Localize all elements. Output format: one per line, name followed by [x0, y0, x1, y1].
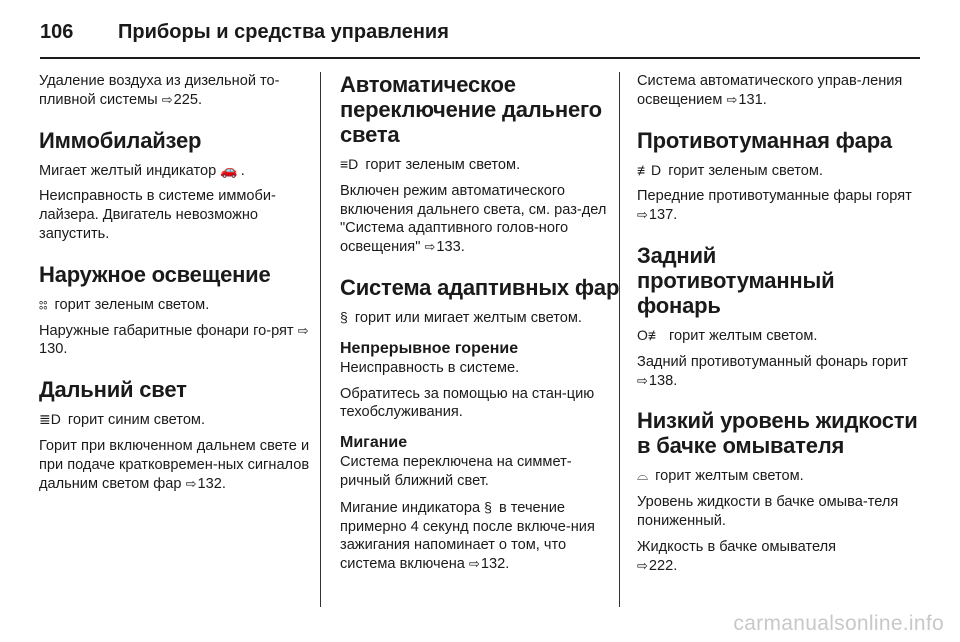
auto-high-beam-icon: ≡D — [340, 156, 359, 172]
page-ref-link[interactable]: 138. — [648, 372, 678, 389]
header-rule — [40, 57, 920, 59]
paragraph: Система автоматического управ-ления освещением ⇨131. — [637, 73, 903, 108]
paragraph: ≡D горит зеленым светом. — [340, 156, 521, 173]
paragraph: Передние противотуманные фары горят ⇨137. — [637, 188, 912, 224]
section-heading: Наружное освещение — [39, 261, 271, 287]
paragraph: ≣D горит синим светом. — [39, 411, 206, 429]
paragraph: Задний противотуманный фонарь горит ⇨138. — [637, 353, 908, 389]
paragraph: Неисправность в системе. — [340, 359, 520, 376]
paragraph: O≢ горит желтым светом. — [637, 326, 818, 344]
section-heading: Дальний свет — [39, 377, 187, 403]
section-heading: Система адаптивных фар — [340, 274, 620, 300]
paragraph: Включен режим автоматического включения дальнего света, см. раз-дел "Система адаптивного голов-ного освещения" ⇨133. — [340, 182, 607, 256]
paragraph: ⦂⦂ горит зеленым светом. — [39, 295, 210, 313]
page-ref-link[interactable]: 225. — [173, 91, 202, 108]
xref-arrow-icon: ⇨ — [637, 207, 648, 223]
afs-icon: § — [484, 498, 492, 515]
paragraph: ⌓ горит желтым светом. — [637, 467, 804, 485]
page-header — [40, 12, 920, 52]
section-heading: Задний противотуманный фонарь — [637, 242, 835, 318]
high-beam-icon: ≣D — [39, 411, 61, 428]
xref-arrow-icon: ⇨ — [726, 91, 738, 107]
xref-arrow-icon: ⇨ — [637, 557, 648, 573]
paragraph: Наружные габаритные фонари го-рят ⇨130. — [39, 322, 309, 358]
xref-arrow-icon: ⇨ — [424, 239, 436, 255]
section-heading: Противотуманная фара — [637, 127, 892, 153]
xref-arrow-icon: ⇨ — [297, 322, 309, 338]
afs-icon: § — [340, 308, 348, 325]
paragraph: Удаление воздуха из дизельной то-пливной системы ⇨225. — [39, 73, 280, 108]
paragraph: ≢D горит зеленым светом. — [637, 161, 823, 179]
rear-fog-icon: O≢ — [637, 326, 662, 343]
page-ref-link[interactable]: 132. — [197, 475, 226, 492]
section-heading: Низкий уровень жидкости в бачке омывателя — [637, 408, 918, 459]
xref-arrow-icon: ⇨ — [185, 475, 197, 491]
paragraph: Уровень жидкости в бачке омыва-теля пониженный. — [637, 494, 899, 529]
washer-fluid-icon: ⌓ — [637, 467, 649, 484]
paragraph: Неисправность в системе иммоби-лайзера. Двигатель невозможно запустить. — [39, 188, 276, 242]
page-ref-link[interactable]: 222. — [648, 557, 678, 574]
running-title: Приборы и средства управления — [118, 20, 449, 43]
page-ref-link[interactable]: 131. — [738, 91, 767, 108]
page-ref-link[interactable]: 133. — [436, 239, 465, 256]
xref-arrow-icon: ⇨ — [161, 91, 173, 107]
subsection-heading: Непрерывное горение — [340, 339, 519, 357]
paragraph: § горит или мигает желтым светом. — [340, 308, 582, 326]
column-3 — [637, 72, 919, 582]
section-heading: Автоматическое переключение дальнего света — [340, 72, 602, 147]
paragraph: Жидкость в бачке омывателя ⇨222. — [637, 538, 836, 574]
paragraph: Система переключена на симмет-ричный ближний свет. — [340, 454, 572, 489]
page-ref-link[interactable]: 132. — [480, 556, 510, 573]
paragraph: Мигание индикатора § в течение примерно 4 секунд после включе-ния зажигания напоминает о том, что система включена ⇨132. — [340, 498, 595, 573]
immobilizer-car-icon: 🚗 — [220, 161, 238, 178]
xref-arrow-icon: ⇨ — [637, 372, 648, 388]
front-fog-icon: ≢D — [637, 161, 662, 178]
section-heading: Иммобилайзер — [39, 127, 202, 153]
page-number: 106 — [40, 20, 74, 43]
paragraph: Горит при включенном дальнем свете и при подаче кратковремен-ных сигналов дальним светом фар ⇨132. — [39, 437, 310, 492]
page-ref-link[interactable]: 137. — [648, 207, 678, 224]
column-1 — [39, 72, 321, 500]
paragraph: Обратитесь за помощью на стан-цию техобслуживания. — [340, 385, 595, 421]
parking-lights-icon: ⦂⦂ — [39, 295, 48, 312]
column-2 — [340, 72, 622, 581]
page-ref-link[interactable]: 130. — [39, 341, 68, 358]
paragraph: Мигает желтый индикатор 🚗 . — [39, 161, 245, 179]
watermark: carmanualsonline.info — [733, 612, 944, 635]
subsection-heading: Мигание — [340, 434, 408, 452]
xref-arrow-icon: ⇨ — [469, 556, 480, 572]
